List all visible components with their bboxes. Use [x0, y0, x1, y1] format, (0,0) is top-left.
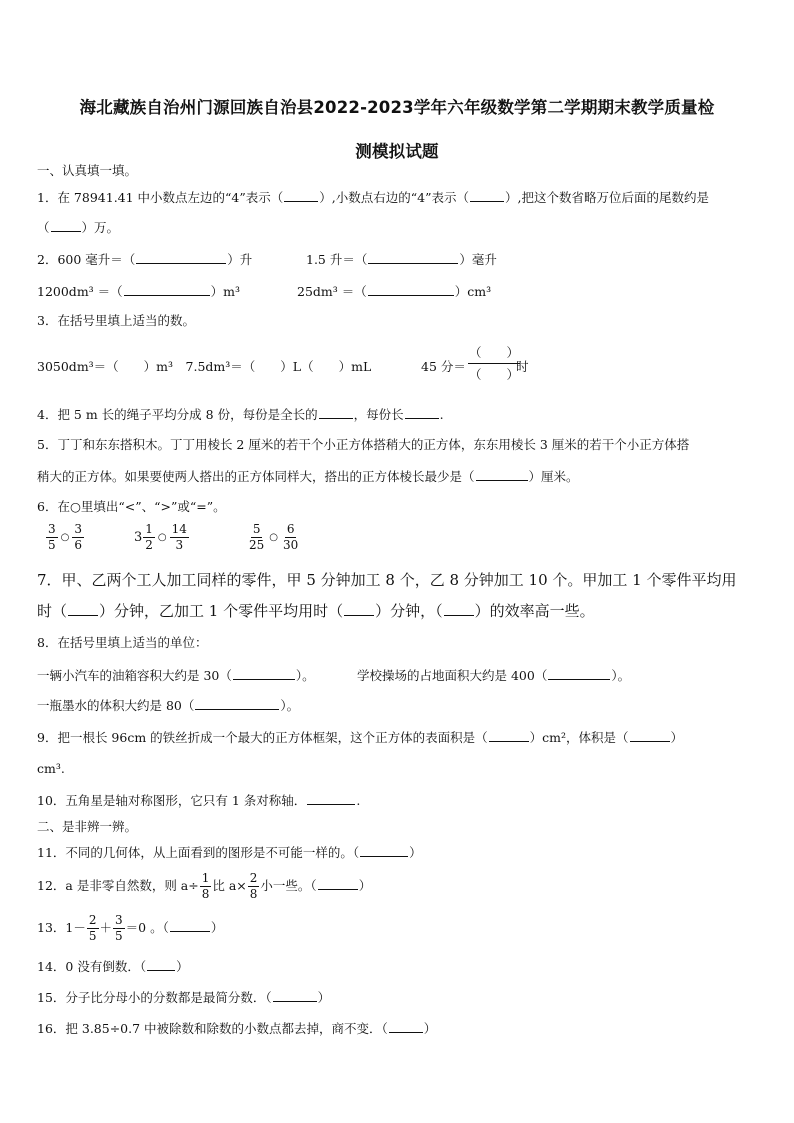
comparison-1	[45, 522, 85, 553]
q7-text: 时（	[37, 602, 68, 620]
answer-blank[interactable]	[319, 405, 353, 419]
fraction: $\frac{1}{2}$	[145, 522, 153, 552]
q15-text: ）	[317, 990, 331, 1005]
q13-text: ）	[210, 920, 224, 935]
answer-blank[interactable]	[170, 918, 210, 932]
question-6-heading: 6．在○里填出“<”、“>”或“=”。	[37, 499, 226, 514]
answer-blank[interactable]	[147, 957, 175, 971]
question-16	[37, 1019, 436, 1038]
answer-blank[interactable]	[233, 666, 295, 680]
fraction: $\frac{14}{3}$	[171, 522, 187, 552]
q9-text: 9．把一根长 96cm 的铁丝折成一个最大的正方体框架，这个正方体的表面积是（	[37, 730, 488, 745]
answer-blank[interactable]	[476, 467, 528, 481]
q2-text: 2．600 毫升＝（	[37, 252, 136, 267]
question-2-line-2b	[297, 282, 491, 301]
fraction: $\frac{2}{8}$	[249, 871, 258, 901]
question-3-c: 时	[516, 359, 529, 374]
q14-text: ）	[176, 959, 189, 974]
question-1-line-2	[37, 218, 119, 237]
section-heading-1: 一、认真填一填。	[37, 163, 138, 178]
answer-blank[interactable]	[284, 188, 318, 202]
answer-blank[interactable]	[548, 666, 610, 680]
question-9-line-2: cm³.	[37, 761, 65, 776]
comparison-circle[interactable]: ○	[269, 532, 279, 543]
comparison-3	[246, 522, 301, 553]
q12-text: 小一些。（	[260, 878, 317, 893]
question-10	[37, 791, 360, 810]
q8-text: ）。	[280, 698, 300, 713]
q11-text: 11．不同的几何体，从上面看到的图形是不可能一样的。（	[37, 845, 360, 860]
q2-text: ）毫升	[459, 252, 497, 267]
fraction: $\frac{3}{5}$	[115, 913, 123, 943]
question-1-line-1	[37, 188, 709, 207]
fraction: $\frac{3}{5}$	[48, 522, 56, 552]
question-2-line-2	[37, 282, 240, 301]
title-line-2: 测模拟试题	[355, 142, 439, 161]
q4-text: 4．把 5 m 长的绳子平均分成 8 份，每份是全长的	[37, 407, 318, 422]
q16-text: 16．把 3.85÷0.7 中被除数和除数的小数点都去掉，商不变．（	[37, 1021, 388, 1036]
q13-text: ＝0 。（	[125, 920, 169, 935]
question-13	[37, 910, 223, 946]
answer-blank[interactable]	[344, 602, 374, 616]
question-5-line-1: 5．丁丁和东东搭积木。丁丁用棱长 2 厘米的若干个小正方体搭稍大的正方体，东东用棱长 3 厘米的若干个小正方体搭	[37, 437, 690, 452]
fraction: $\frac{3}{6}$	[74, 522, 83, 552]
q5-text: ）厘米。	[528, 469, 579, 484]
q12-text: 比 a×	[212, 878, 247, 893]
question-7-line-1: 7．甲、乙两个工人加工同样的零件，甲 5 分钟加工 8 个，乙 8 分钟加工 10 个。甲加工 1 个零件平均用	[37, 571, 737, 589]
q4-text: .	[439, 407, 444, 422]
question-12	[37, 868, 371, 904]
answer-blank[interactable]	[307, 791, 355, 805]
q2-text: 1.5 升＝（	[306, 252, 368, 267]
answer-blank[interactable]	[368, 282, 454, 296]
question-15	[37, 988, 330, 1007]
question-3-b: 45 分＝	[421, 359, 466, 374]
q8-text: 学校操场的占地面积大约是 400（	[357, 668, 548, 683]
question-3-a: 3050dm³＝（ ）m³ 7.5dm³＝（ ）L（ ）mL	[37, 359, 372, 374]
question-8-b	[357, 666, 630, 685]
q1-text-b: ）,小数点右边的“4”表示（	[319, 190, 469, 205]
answer-blank[interactable]	[68, 602, 98, 616]
q7-text: ）分钟，乙加工 1 个零件平均用时（	[99, 602, 344, 620]
answer-blank[interactable]	[405, 405, 439, 419]
question-2-line-1	[37, 250, 252, 269]
q1-text-d: （	[37, 220, 50, 235]
fraction: $\frac{2}{5}$	[88, 913, 97, 943]
question-11	[37, 843, 422, 862]
q1-text-c: ）,把这个数省略万位后面的尾数约是	[505, 190, 709, 205]
q5-text: 稍大的正方体。如果要使两人搭出的正方体同样大，搭出的正方体棱长最少是（	[37, 469, 475, 484]
answer-blank[interactable]	[360, 843, 408, 857]
q7-text: ）的效率高一些。	[474, 602, 595, 620]
question-4	[37, 405, 444, 424]
q2-text: ）cm³	[454, 284, 492, 299]
q15-text: 15．分子比分母小的分数都是最简分数．（	[37, 990, 272, 1005]
fraction: $\frac{6}{30}$	[283, 522, 299, 552]
answer-blank[interactable]	[51, 218, 81, 232]
q13-text: ＋	[99, 920, 113, 935]
q13-text: 13．1－	[37, 920, 86, 935]
page-title	[30, 86, 764, 174]
question-8-a	[37, 666, 315, 685]
q8-text: 一瓶墨水的体积大约是 80（	[37, 698, 195, 713]
answer-blank[interactable]	[470, 188, 504, 202]
comparison-circle[interactable]: ○	[60, 532, 70, 543]
answer-blank[interactable]	[124, 282, 210, 296]
q1-text-a: 1．在 78941.41 中小数点左边的“4”表示（	[37, 190, 284, 205]
q4-text: ，每份长	[353, 407, 404, 422]
question-9-line-1	[37, 728, 683, 747]
q10-text: .	[356, 793, 361, 808]
q10-text: 10．五角星是轴对称图形，它只有 1 条对称轴．	[37, 793, 307, 808]
question-2-line-1b	[306, 250, 497, 269]
q12-text: 12．a 是非零自然数，则 a÷	[37, 878, 199, 893]
fraction-denominator-blank[interactable]: （ ）	[469, 367, 520, 382]
q8-text: ）。	[611, 668, 631, 683]
answer-blank[interactable]	[368, 250, 458, 264]
q12-text: ）	[358, 878, 372, 893]
fraction: $\frac{5}{25}$	[249, 522, 265, 552]
q11-text: ）	[409, 845, 422, 860]
q2-text: 25dm³ ＝（	[297, 284, 367, 299]
comparison-2	[134, 522, 190, 553]
question-3-heading: 3．在括号里填上适当的数。	[37, 313, 195, 328]
answer-blank[interactable]	[389, 1019, 423, 1033]
title-line-1: 海北藏族自治州门源回族自治县2022-2023学年六年级数学第二学期期末教学质量检	[79, 98, 715, 117]
question-5-line-2	[37, 467, 579, 486]
q8-text: ）。	[295, 668, 315, 683]
fraction: $\frac{1}{8}$	[201, 871, 210, 901]
answer-blank[interactable]	[136, 250, 226, 264]
q2-text: ）m³	[210, 284, 241, 299]
question-8-c	[37, 696, 299, 715]
question-7-line-2	[37, 600, 595, 622]
q2-text: 1200dm³ ＝（	[37, 284, 123, 299]
question-14	[37, 957, 189, 976]
question-8-heading: 8．在括号里填上适当的单位：	[37, 635, 208, 650]
q14-text: 14．0 没有倒数．（	[37, 959, 147, 974]
q16-text: ）	[423, 1021, 437, 1036]
whole-number: 3	[134, 530, 143, 545]
q2-text: ）升	[227, 252, 253, 267]
q9-text: ）cm²，体积是（	[529, 730, 629, 745]
question-3-fraction	[468, 345, 520, 384]
comparison-circle[interactable]: ○	[157, 532, 167, 543]
q1-text-e: ）万。	[81, 220, 120, 235]
q7-text: ）分钟，（	[375, 602, 443, 620]
q9-text: ）	[670, 730, 684, 745]
answer-blank[interactable]	[444, 602, 474, 616]
q8-text: 一辆小汽车的油箱容积大约是 30（	[37, 668, 232, 683]
answer-blank[interactable]	[489, 728, 529, 742]
answer-blank[interactable]	[318, 876, 358, 890]
answer-blank[interactable]	[273, 988, 317, 1002]
answer-blank[interactable]	[630, 728, 670, 742]
answer-blank[interactable]	[195, 696, 279, 710]
fraction-numerator-blank[interactable]: （ ）	[468, 345, 520, 364]
section-heading-2: 二、是非辨一辨。	[37, 819, 138, 834]
